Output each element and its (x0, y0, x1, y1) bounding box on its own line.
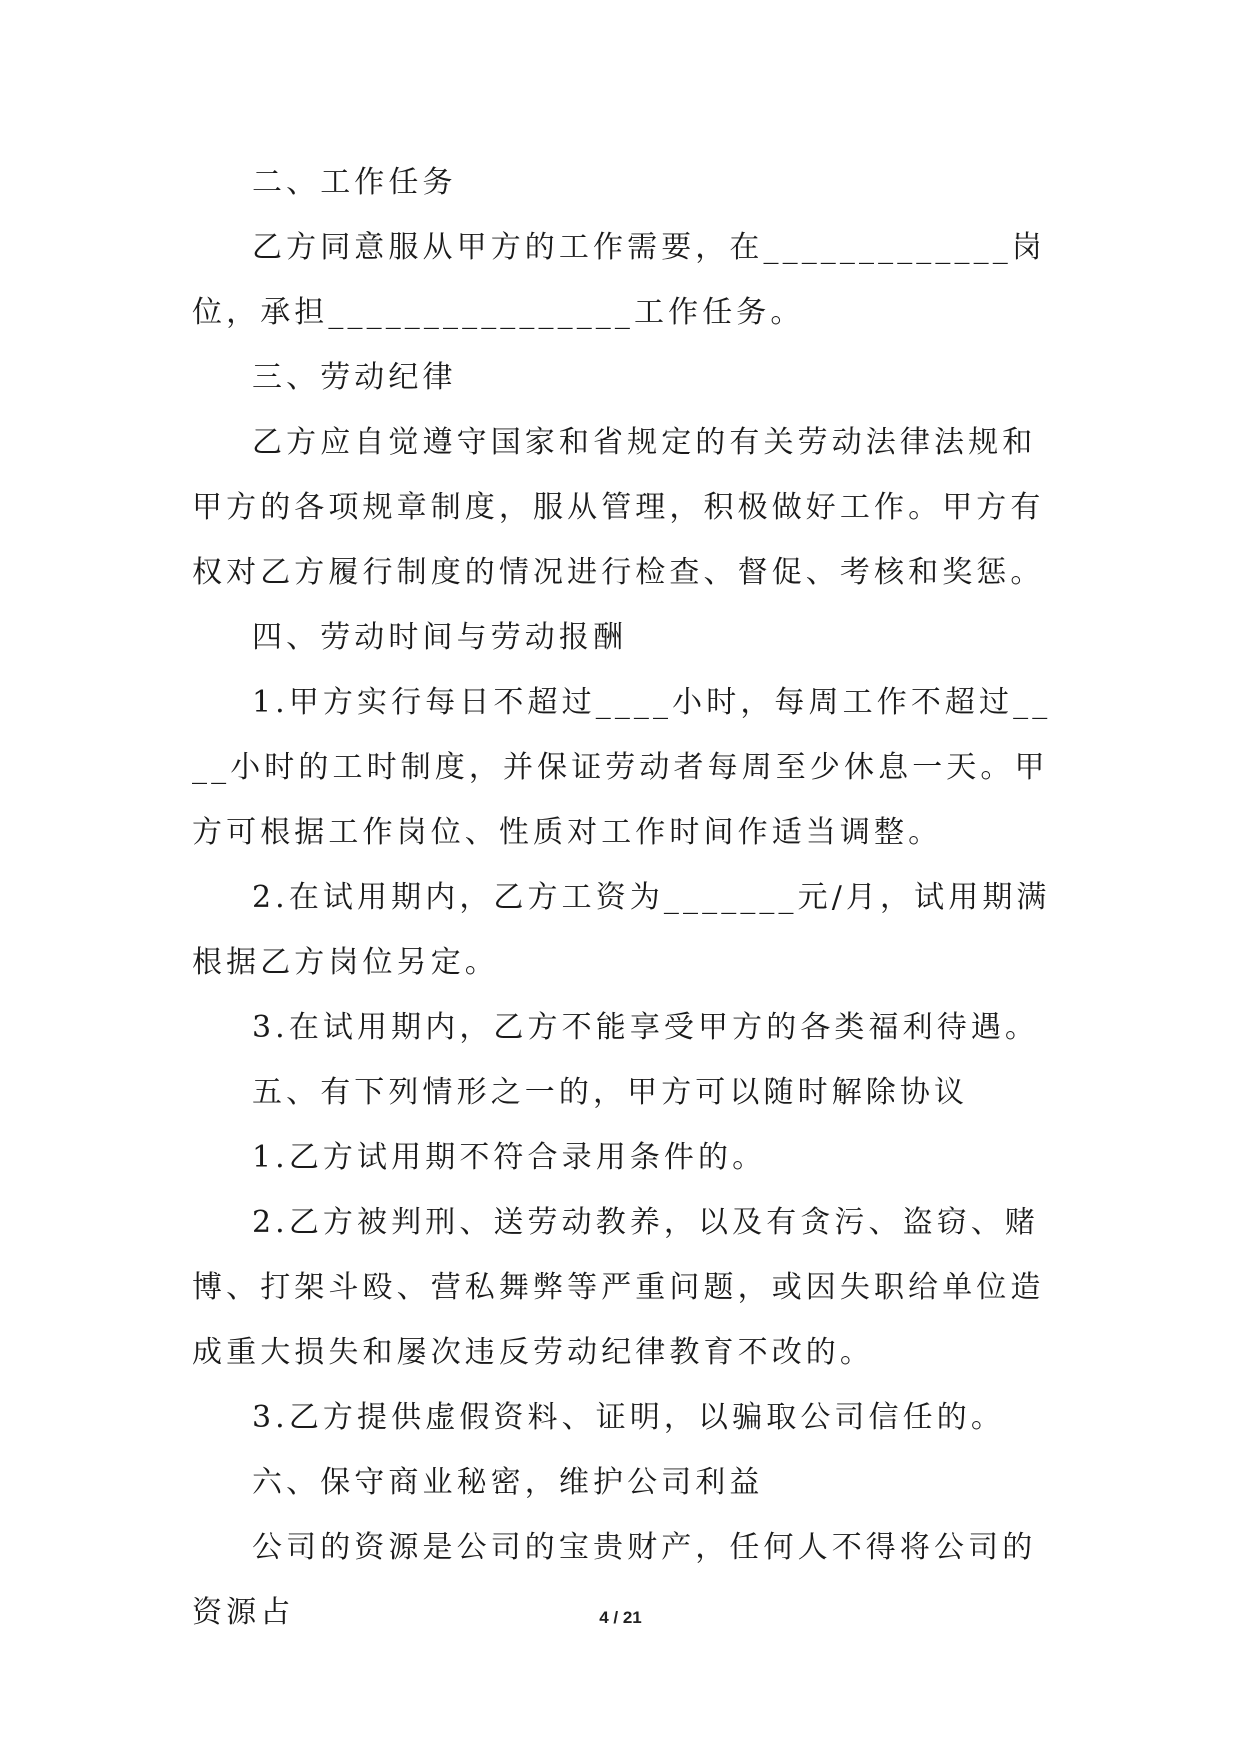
section-heading-labor-discipline: 三、劳动纪律 (252, 360, 457, 395)
paragraph: 公司的资源是公司的宝贵财产，任何人不得将公司的资源占 (192, 1530, 1037, 1630)
paragraph: 1.乙方试用期不符合录用条件的。 (252, 1140, 767, 1175)
section-heading-termination: 五、有下列情形之一的，甲方可以随时解除协议 (252, 1075, 969, 1110)
section-heading-working-hours-pay: 四、劳动时间与劳动报酬 (252, 620, 628, 655)
paragraph: 乙方同意服从甲方的工作需要，在_____________岗位，承担________________工作任务。 (192, 230, 1046, 330)
section-heading-work-tasks: 二、工作任务 (252, 165, 457, 200)
paragraph: 2.乙方被判刑、送劳动教养，以及有贪污、盗窃、赌博、打架斗殴、营私舞弊等严重问题，或因失职给单位造成重大损失和屡次违反劳动纪律教育不改的。 (192, 1205, 1045, 1370)
paragraph: 乙方应自觉遵守国家和省规定的有关劳动法律法规和甲方的各项规章制度，服从管理，积极做好工作。甲方有权对乙方履行制度的情况进行检查、督促、考核和奖惩。 (192, 425, 1045, 590)
paragraph: 3.在试用期内，乙方不能享受甲方的各类福利待遇。 (252, 1010, 1040, 1045)
section-heading-trade-secrets: 六、保守商业秘密，维护公司利益 (252, 1465, 764, 1500)
paragraph: 3.乙方提供虚假资料、证明，以骗取公司信任的。 (252, 1400, 1005, 1435)
paragraph: 2.在试用期内，乙方工资为_______元/月，试用期满根据乙方岗位另定。 (192, 880, 1051, 980)
paragraph: 1.甲方实行每日不超过____小时，每周工作不超过____小时的工时制度，并保证劳动者每周至少休息一天。甲方可根据工作岗位、性质对工作时间作适当调整。 (192, 685, 1052, 850)
document-body (192, 150, 1054, 1645)
page-number: 4 / 21 (599, 1608, 642, 1627)
